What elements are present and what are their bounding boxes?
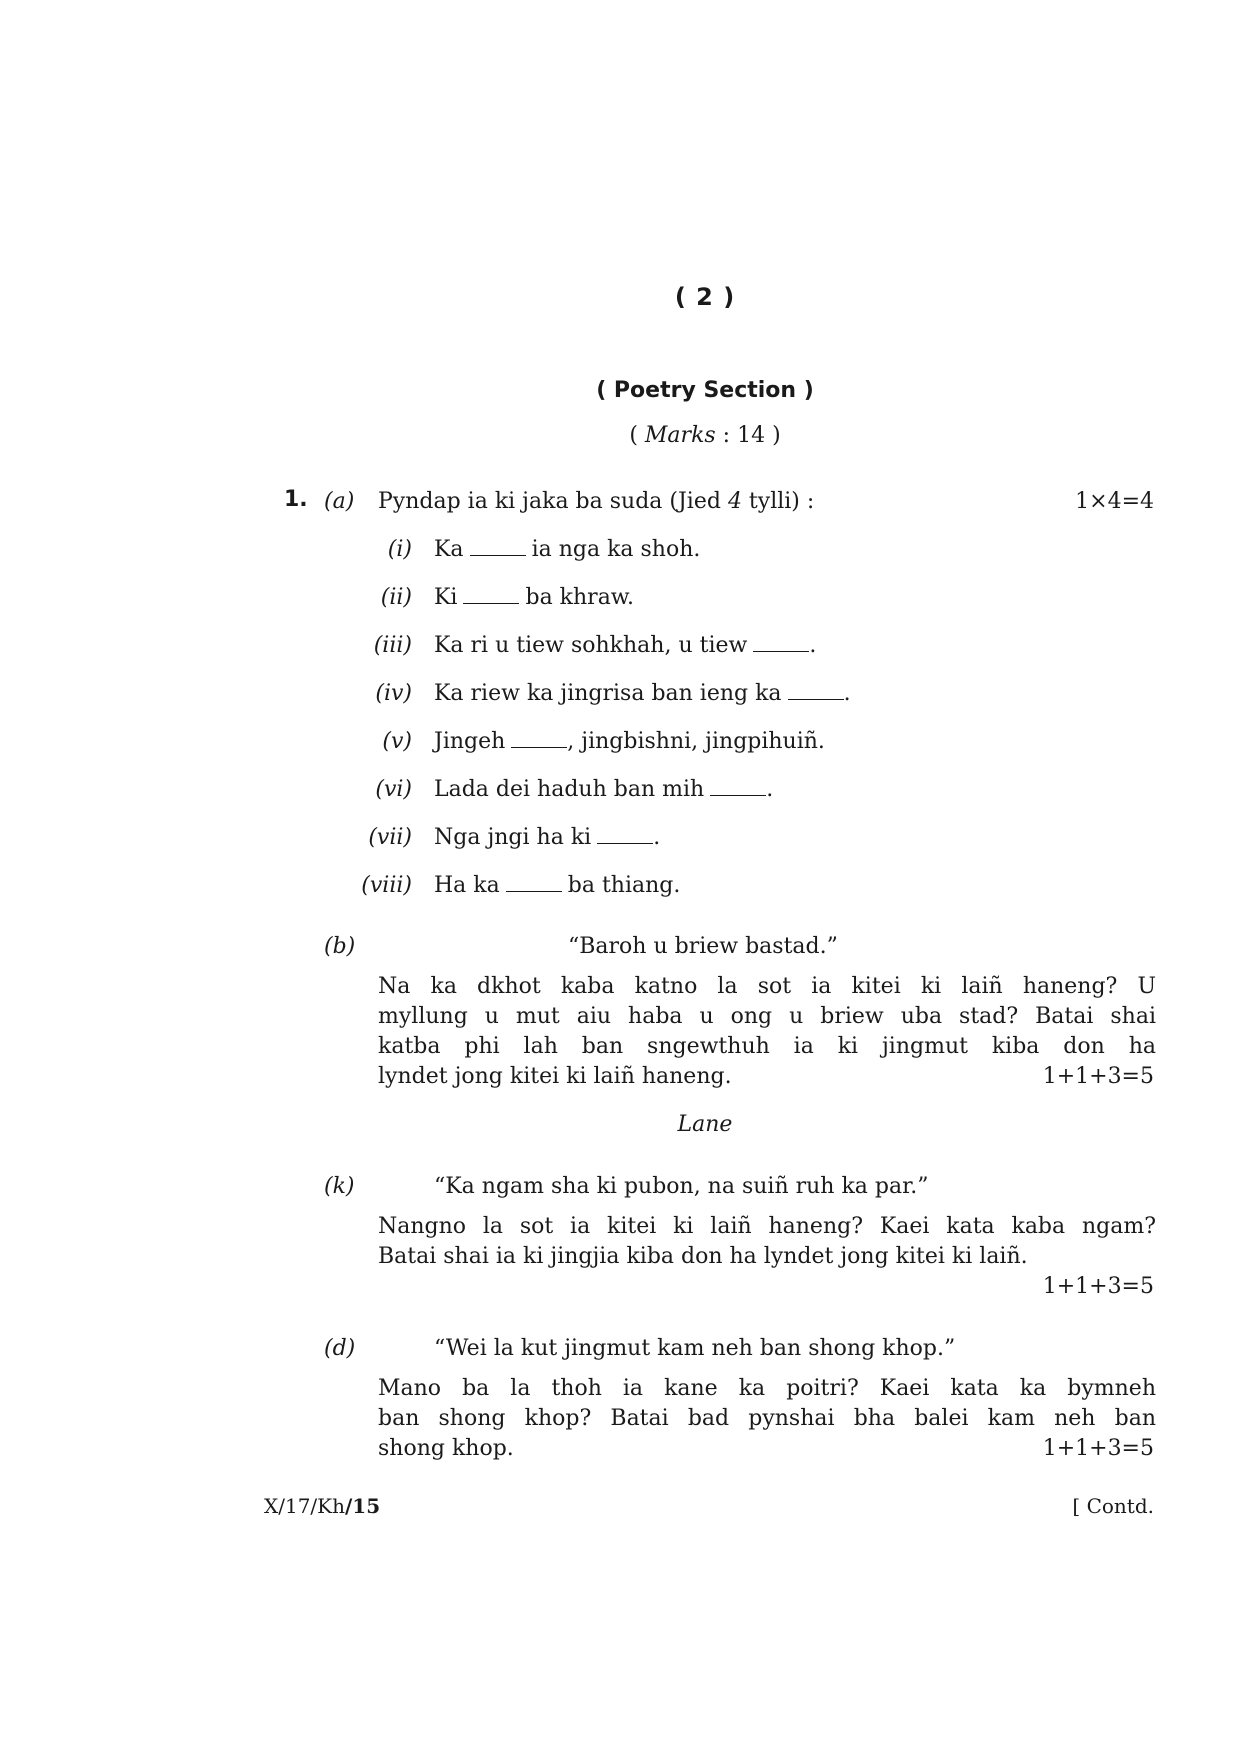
- page-number: ( 2 ): [674, 283, 736, 311]
- blank-line: [470, 537, 526, 556]
- fill-in-item: Nga jngi ha ki .: [434, 825, 661, 850]
- part-b-line: katba phi lah ban sngewthuh ia ki jingmut kiba don ha: [378, 1034, 1156, 1059]
- part-b-line: Na ka dkhot kaba katno la sot ia kitei ki laiñ haneng? U: [378, 974, 1156, 999]
- fill-in-item: Ka ri u tiew sohkhah, u tiew .: [434, 633, 817, 658]
- part-k-line: Nangno la sot ia kitei ki laiñ haneng? Kaei kata kaba ngam?: [378, 1214, 1156, 1239]
- section-title: ( Poetry Section ): [596, 378, 814, 403]
- part-b-quote: “Baroh u briew bastad.”: [568, 934, 838, 959]
- question-number: 1.: [284, 487, 308, 512]
- fill-in-item: Ha ka ba thiang.: [434, 873, 681, 898]
- item-label: (v): [382, 729, 412, 754]
- or-separator: Lane: [677, 1112, 733, 1137]
- item-label: (iii): [373, 633, 412, 658]
- part-b-line: myllung u mut aiu haba u ong u briew uba stad? Batai shai: [378, 1004, 1156, 1029]
- paper-code: X/17/Kh/15: [264, 1494, 381, 1518]
- item-label: (ii): [380, 585, 412, 610]
- fill-in-item: Lada dei haduh ban mih .: [434, 777, 774, 802]
- part-b-label: (b): [324, 934, 356, 959]
- part-d-line: shong khop.: [378, 1436, 514, 1461]
- fill-in-item: Ka riew ka jingrisa ban ieng ka .: [434, 681, 851, 706]
- part-d-marks: 1+1+3=5: [1042, 1436, 1154, 1461]
- fill-in-item: Ka ia nga ka shoh.: [434, 537, 701, 562]
- blank-line: [511, 729, 567, 748]
- blank-line: [506, 873, 562, 892]
- blank-line: [788, 681, 844, 700]
- part-d-label: (d): [324, 1336, 356, 1361]
- part-a-marks: 1×4=4: [1075, 489, 1154, 514]
- item-label: (i): [387, 537, 412, 562]
- part-k-line: Batai shai ia ki jingjia kiba don ha lyndet jong kitei ki laiñ.: [378, 1244, 1028, 1269]
- part-d-line: Mano ba la thoh ia kane ka poitri? Kaei kata ka bymneh: [378, 1376, 1156, 1401]
- fill-in-item: Jingeh , jingbishni, jingpihuiñ.: [434, 729, 825, 754]
- item-label: (vii): [368, 825, 412, 850]
- blank-line: [463, 585, 519, 604]
- item-label: (vi): [375, 777, 412, 802]
- section-marks: ( Marks : 14 ): [629, 423, 781, 448]
- continued-label: [ Contd.: [1072, 1494, 1154, 1518]
- blank-line: [710, 777, 766, 796]
- part-k-label: (k): [324, 1174, 355, 1199]
- blank-line: [597, 825, 653, 844]
- item-label: (viii): [361, 873, 412, 898]
- fill-in-item: Ki ba khraw.: [434, 585, 635, 610]
- part-k-marks: 1+1+3=5: [1042, 1274, 1154, 1299]
- part-b-line: lyndet jong kitei ki laiñ haneng.: [378, 1064, 732, 1089]
- part-d-quote: “Wei la kut jingmut kam neh ban shong khop.”: [434, 1336, 956, 1361]
- part-a-label: (a): [324, 489, 355, 514]
- part-k-quote: “Ka ngam sha ki pubon, na suiñ ruh ka par.”: [434, 1174, 929, 1199]
- part-a-instruction: Pyndap ia ki jaka ba suda (Jied 4 tylli) :: [378, 489, 815, 514]
- item-label: (iv): [375, 681, 412, 706]
- part-d-line: ban shong khop? Batai bad pynshai bha balei kam neh ban: [378, 1406, 1156, 1431]
- part-b-marks: 1+1+3=5: [1042, 1064, 1154, 1089]
- blank-line: [753, 633, 809, 652]
